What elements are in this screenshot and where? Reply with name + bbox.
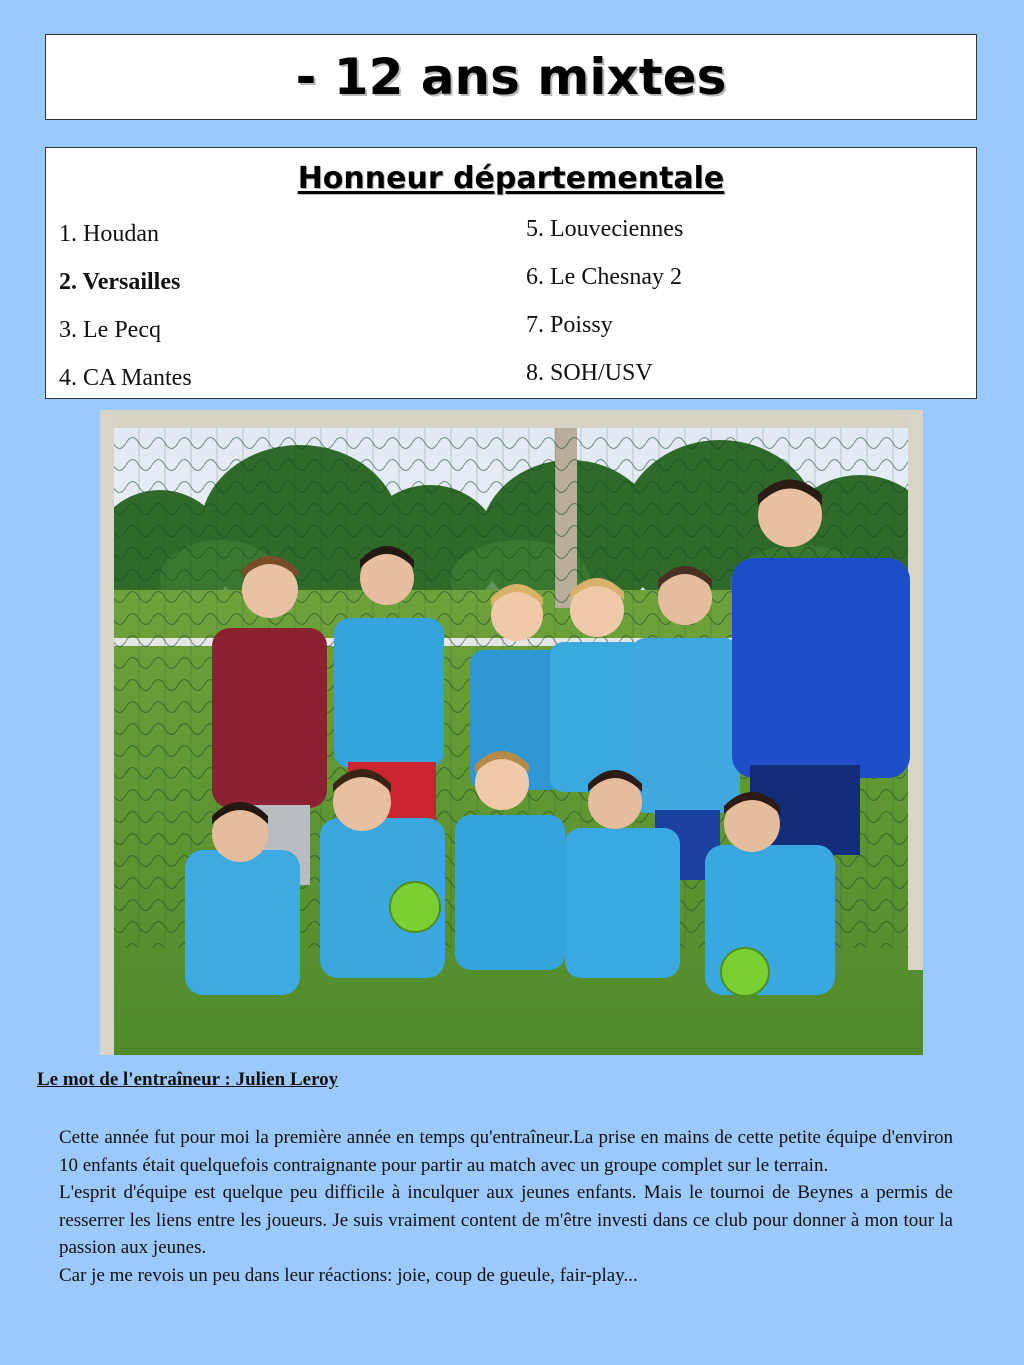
standings-item: 4. CA Mantes — [59, 365, 192, 391]
standings-item-highlighted: 2. Versailles — [59, 269, 181, 295]
standings-item: 8. SOH/USV — [526, 360, 653, 386]
coach-paragraph: Cette année fut pour moi la première année en temps qu'entraîneur.La prise en mains de cette petite équipe d'environ 10 enfants était quelquefois contraignante pour partir au match avec un groupe complet sur le terrain. — [59, 1127, 953, 1176]
standings-item: 7. Poissy — [526, 312, 613, 338]
team-photo — [100, 410, 923, 1055]
coach-message — [59, 1124, 953, 1289]
standings-heading: Honneur départementale — [297, 161, 725, 196]
standings-item: 6. Le Chesnay 2 — [526, 264, 682, 290]
coach-paragraph: Car je me revois un peu dans leur réactions: joie, coup de gueule, fair-play... — [59, 1264, 638, 1286]
standings-left-column — [59, 220, 192, 412]
standings-item: 5. Louveciennes — [526, 216, 684, 242]
standings-item: 1. Houdan — [59, 221, 159, 247]
coach-paragraph: L'esprit d'équipe est quelque peu difficile à inculquer aux jeunes enfants. Mais le tournoi de Beynes a permis de resserrer les liens entre les joueurs. Je suis vraiment content de m'être investi dans ce club pour donner à mon tour la passion aux jeunes. — [59, 1182, 953, 1258]
page-title: - 12 ans mixtes — [295, 48, 727, 106]
standings-right-column — [526, 215, 683, 407]
coach-heading: Le mot de l'entraîneur : Julien Leroy — [37, 1069, 339, 1090]
standings-item: 3. Le Pecq — [59, 317, 161, 343]
standings-box — [45, 147, 977, 399]
title-box — [45, 34, 977, 120]
